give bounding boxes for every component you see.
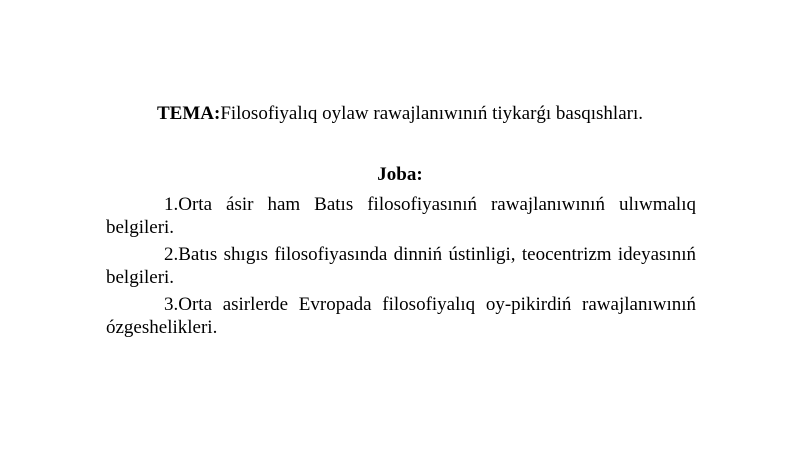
title-text: Filosofiyalıq oylaw rawajlanıwınıń tiykarǵı basqıshları. <box>220 103 643 124</box>
plan-item-2: 2.Batıs shıgıs filosofiyasında dinniń ústinligi, teocentrizm ideyasınıń belgileri. <box>106 244 696 288</box>
plan-heading: Joba: <box>377 164 423 185</box>
slide-title <box>0 102 800 126</box>
plan-item-1: 1.Orta ásir ham Batıs filosofiyasınıń rawajlanıwınıń ulıwmalıq belgileri. <box>106 194 696 238</box>
plan-item-3: 3.Orta asirlerde Evropada filosofiyalıq oy-pikirdiń rawajlanıwınıń ózgeshelikleri. <box>106 294 696 338</box>
plan-list <box>106 193 696 343</box>
title-label: TEMA: <box>156 103 221 124</box>
